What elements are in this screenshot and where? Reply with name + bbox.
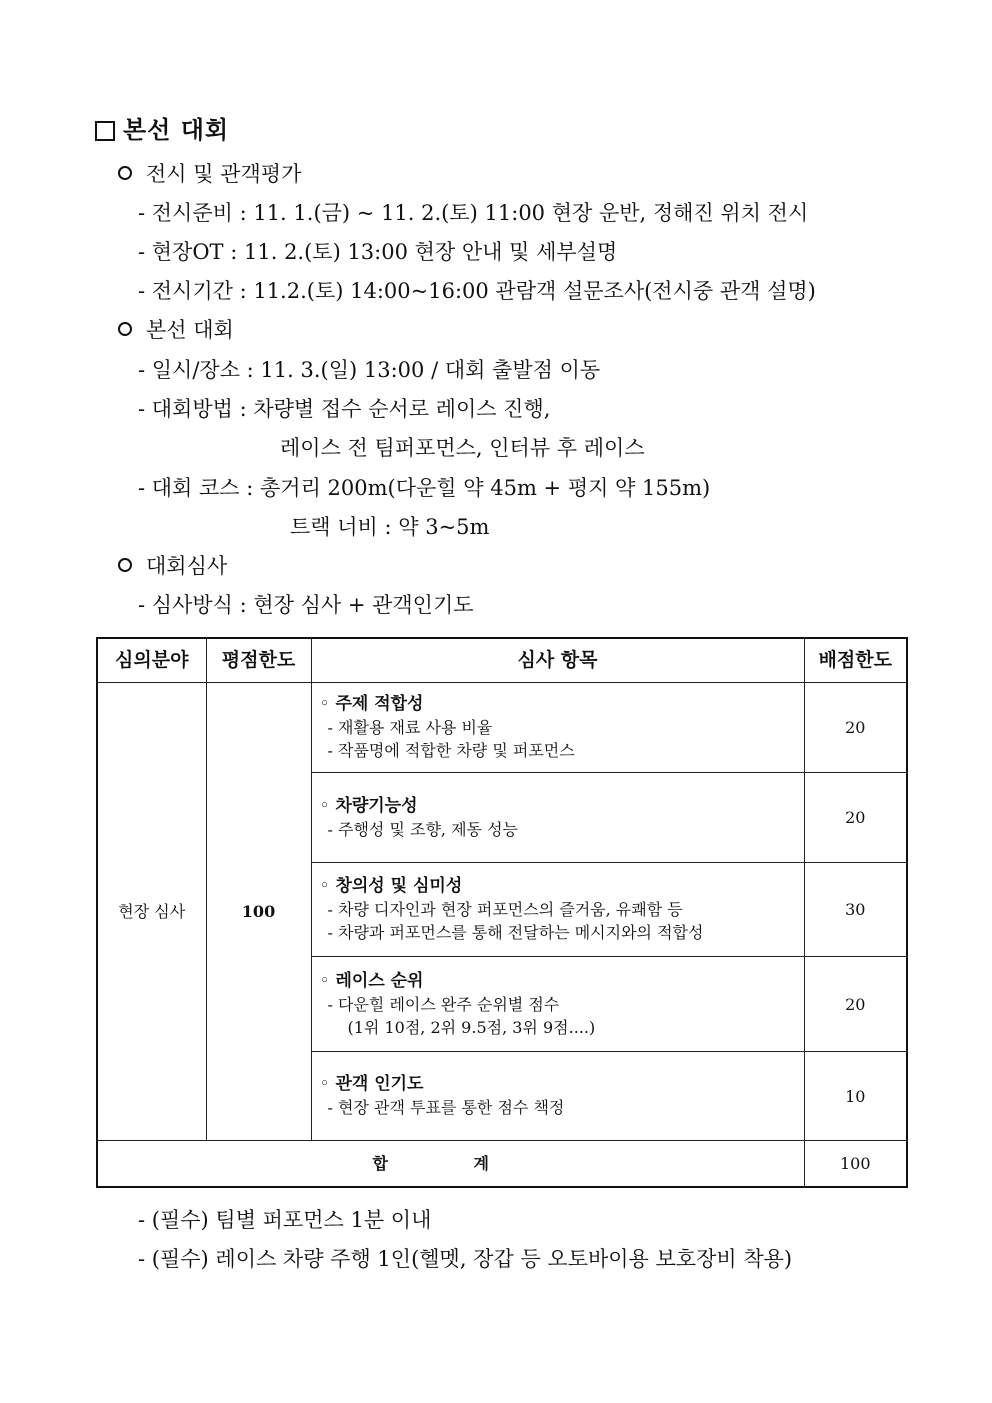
- criteria-cell: ◦ 레이스 순위 - 다운힐 레이스 완주 순위별 점수 (1위 10점, 2위 9.5점, 3위 9점....): [311, 957, 804, 1052]
- score-cell: 20: [804, 773, 907, 863]
- list-item: - 심사방식 : 현장 심사 + 관객인기도: [138, 593, 474, 617]
- circle-bullet-icon: [118, 166, 132, 180]
- header-limit: 평점한도: [206, 638, 311, 683]
- header-field: 심의분야: [97, 638, 206, 683]
- header-score: 배점한도: [804, 638, 907, 683]
- total-score-cell: 100: [804, 1141, 907, 1187]
- list-item: - 일시/장소 : 11. 3.(일) 13:00 / 대회 출발점 이동: [138, 358, 601, 382]
- list-item: - 전시기간 : 11.2.(토) 14:00~16:00 관람객 설문조사(전시중 관객 설명): [138, 279, 816, 303]
- table-row: [97, 683, 907, 773]
- list-item: - 현장OT : 11. 2.(토) 13:00 현장 안내 및 세부설명: [138, 240, 618, 264]
- criteria-cell: ◦ 주제 적합성 - 재활용 재료 사용 비율 - 작품명에 적합한 차량 및 퍼포먼스: [311, 683, 804, 773]
- subsection-final: 본선 대회: [118, 316, 234, 344]
- field-cell: 현장 심사: [97, 683, 206, 1141]
- score-cell: 10: [804, 1052, 907, 1141]
- circle-bullet-icon: [118, 558, 132, 572]
- list-item-continuation: 레이스 전 팀퍼포먼스, 인터뷰 후 레이스: [280, 436, 645, 460]
- note-item: - (필수) 레이스 차량 주행 1인(헬멧, 장갑 등 오토바이용 보호장비 착용): [138, 1247, 793, 1271]
- criteria-cell: ◦ 차량기능성 - 주행성 및 조향, 제동 성능: [311, 773, 804, 863]
- list-item: - 대회 코스 : 총거리 200m(다운힐 약 45m + 평지 약 155m): [138, 476, 711, 500]
- table-header-row: [97, 638, 907, 683]
- header-criteria: 심사 항목: [311, 638, 804, 683]
- score-cell: 20: [804, 957, 907, 1052]
- list-item-continuation: 트랙 너비 : 약 3~5m: [290, 515, 490, 539]
- criteria-cell: ◦ 창의성 및 심미성 - 차량 디자인과 현장 퍼포먼스의 즐거움, 유쾌함 등 - 차량과 퍼포먼스를 통해 전달하는 메시지와의 적합성: [311, 863, 804, 957]
- judging-table: [96, 637, 908, 1188]
- list-item: - 대회방법 : 차량별 접수 순서로 레이스 진행,: [138, 397, 551, 421]
- score-cell: 30: [804, 863, 907, 957]
- note-item: - (필수) 팀별 퍼포먼스 1분 이내: [138, 1208, 432, 1232]
- checkbox-square-icon: [95, 121, 115, 141]
- subsection-judging: 대회심사: [118, 552, 227, 580]
- limit-cell: 100: [206, 683, 311, 1141]
- total-label-cell: 합 계: [97, 1141, 804, 1187]
- score-cell: 20: [804, 683, 907, 773]
- table-total-row: [97, 1141, 907, 1187]
- section-heading: [95, 116, 229, 144]
- circle-bullet-icon: [118, 322, 132, 336]
- list-item: - 전시준비 : 11. 1.(금) ~ 11. 2.(토) 11:00 현장 운반, 정해진 위치 전시: [138, 201, 809, 225]
- subsection-exhibition: 전시 및 관객평가: [118, 160, 301, 188]
- criteria-cell: ◦ 관객 인기도 - 현장 관객 투표를 통한 점수 책정: [311, 1052, 804, 1141]
- heading-text: 본선 대회: [123, 115, 230, 144]
